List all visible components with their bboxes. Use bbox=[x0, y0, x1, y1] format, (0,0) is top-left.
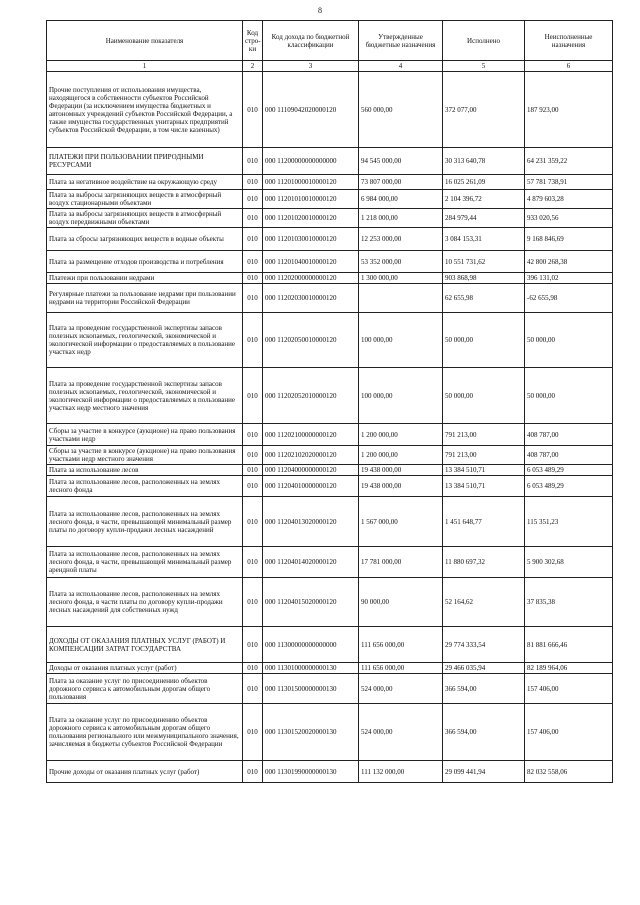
row-executed: 791 213,00 bbox=[443, 446, 525, 465]
row-name: Плата за оказание услуг по присоединению объектов дорожного сервиса к автомобильным дорогам общего пользования bbox=[47, 674, 243, 704]
row-name: Доходы от оказания платных услуг (работ) bbox=[47, 663, 243, 674]
table-row bbox=[47, 175, 613, 190]
row-line-code: 010 bbox=[243, 547, 263, 578]
row-income-code: 000 11204013020000120 bbox=[263, 497, 359, 547]
row-approved: 17 781 000,00 bbox=[359, 547, 443, 578]
row-unexecuted: 82 189 964,06 bbox=[525, 663, 613, 674]
table-row bbox=[47, 547, 613, 578]
header-row bbox=[47, 21, 613, 61]
row-income-code: 000 11202030010000120 bbox=[263, 284, 359, 313]
row-line-code: 010 bbox=[243, 674, 263, 704]
row-income-code: 000 11202100000000120 bbox=[263, 424, 359, 446]
row-name: Плата за использование лесов, расположенных на землях лесного фонда, в части, превышающей минимальный размер платы по договору купли-продажи лесных насаждений bbox=[47, 497, 243, 547]
row-executed: 13 384 510,71 bbox=[443, 465, 525, 476]
row-income-code: 000 11204014020000120 bbox=[263, 547, 359, 578]
row-line-code: 010 bbox=[243, 368, 263, 424]
row-unexecuted: 408 787,00 bbox=[525, 424, 613, 446]
table-row bbox=[47, 368, 613, 424]
row-unexecuted: 82 032 558,06 bbox=[525, 761, 613, 783]
row-unexecuted: 5 900 302,68 bbox=[525, 547, 613, 578]
row-unexecuted: 6 053 489,29 bbox=[525, 476, 613, 497]
row-unexecuted: 50 000,00 bbox=[525, 368, 613, 424]
row-name: Плата за оказание услуг по присоединению объектов дорожного сервиса к автомобильным дорогам общего пользования регионального или межмуниципального значения, зачисляемая в бюджеты субъектов Российской Федерации bbox=[47, 704, 243, 761]
row-executed: 29 466 035,94 bbox=[443, 663, 525, 674]
table-row bbox=[47, 284, 613, 313]
table-row bbox=[47, 627, 613, 663]
table-row bbox=[47, 72, 613, 148]
row-approved: 90 000,00 bbox=[359, 578, 443, 627]
column-header-name: Наименование показателя bbox=[47, 21, 243, 61]
row-line-code: 010 bbox=[243, 578, 263, 627]
row-approved: 1 567 000,00 bbox=[359, 497, 443, 547]
row-approved: 12 253 000,00 bbox=[359, 228, 443, 251]
column-header-line-code: Код стро-ки bbox=[243, 21, 263, 61]
row-executed: 13 384 510,71 bbox=[443, 476, 525, 497]
row-unexecuted: 157 406,00 bbox=[525, 674, 613, 704]
row-line-code: 010 bbox=[243, 190, 263, 209]
row-income-code: 000 11201000010000120 bbox=[263, 175, 359, 190]
row-name: Плата за выбросы загрязняющих веществ в атмосферный воздух стационарными объектами bbox=[47, 190, 243, 209]
row-unexecuted: 9 168 846,69 bbox=[525, 228, 613, 251]
row-executed: 29 774 333,54 bbox=[443, 627, 525, 663]
row-income-code: 000 11301500000000130 bbox=[263, 674, 359, 704]
row-line-code: 010 bbox=[243, 476, 263, 497]
row-line-code: 010 bbox=[243, 209, 263, 228]
row-name: Плата за проведение государственной экспертизы запасов полезных ископаемых, геологической, экономической и экологической информации о предоставляемых в пользование участках недр bbox=[47, 313, 243, 368]
table-row bbox=[47, 273, 613, 284]
row-name: Сборы за участие в конкурсе (аукционе) на право пользования участками недр bbox=[47, 424, 243, 446]
row-unexecuted: 57 781 738,91 bbox=[525, 175, 613, 190]
row-executed: 29 099 441,94 bbox=[443, 761, 525, 783]
row-name: Платежи при пользовании недрами bbox=[47, 273, 243, 284]
row-executed: 3 084 153,31 bbox=[443, 228, 525, 251]
row-name: Сборы за участие в конкурсе (аукционе) на право пользования участками недр местного значения bbox=[47, 446, 243, 465]
row-name: Регулярные платежи за пользование недрами при пользовании недрами на территории Российской Федерации bbox=[47, 284, 243, 313]
row-income-code: 000 11204010000000120 bbox=[263, 476, 359, 497]
row-unexecuted: 6 053 489,29 bbox=[525, 465, 613, 476]
row-income-code: 000 11300000000000000 bbox=[263, 627, 359, 663]
table-row bbox=[47, 465, 613, 476]
row-name: Плата за использование лесов, расположенных на землях лесного фонда bbox=[47, 476, 243, 497]
row-income-code: 000 11301990000000130 bbox=[263, 761, 359, 783]
row-line-code: 010 bbox=[243, 251, 263, 273]
row-line-code: 010 bbox=[243, 284, 263, 313]
row-executed: 284 979,44 bbox=[443, 209, 525, 228]
row-unexecuted: 408 787,00 bbox=[525, 446, 613, 465]
table-row bbox=[47, 674, 613, 704]
table-row bbox=[47, 228, 613, 251]
table-row bbox=[47, 190, 613, 209]
row-name: Прочие поступления от использования имущества, находящегося в собственности субъектов Российской Федерации (за исключением имущества бюджетных и автономных учреждений субъектов Российской Федерации, а также имущества государственных унитарных предприятий субъектов Российской Федерации, в том числе казенных) bbox=[47, 72, 243, 148]
column-number: 1 bbox=[47, 61, 243, 72]
row-name: ДОХОДЫ ОТ ОКАЗАНИЯ ПЛАТНЫХ УСЛУГ (РАБОТ) И КОМПЕНСАЦИИ ЗАТРАТ ГОСУДАРСТВА bbox=[47, 627, 243, 663]
row-line-code: 010 bbox=[243, 704, 263, 761]
row-unexecuted: 396 131,02 bbox=[525, 273, 613, 284]
row-name: Прочие доходы от оказания платных услуг (работ) bbox=[47, 761, 243, 783]
row-executed: 50 000,00 bbox=[443, 313, 525, 368]
column-number: 5 bbox=[443, 61, 525, 72]
row-executed: 50 000,00 bbox=[443, 368, 525, 424]
column-number: 6 bbox=[525, 61, 613, 72]
row-approved: 19 438 000,00 bbox=[359, 476, 443, 497]
table-row bbox=[47, 209, 613, 228]
row-name: ПЛАТЕЖИ ПРИ ПОЛЬЗОВАНИИ ПРИРОДНЫМИ РЕСУРСАМИ bbox=[47, 148, 243, 175]
row-unexecuted: 187 923,00 bbox=[525, 72, 613, 148]
row-approved: 1 200 000,00 bbox=[359, 424, 443, 446]
row-income-code: 000 11200000000000000 bbox=[263, 148, 359, 175]
row-income-code: 000 11201020010000120 bbox=[263, 209, 359, 228]
row-approved: 1 218 000,00 bbox=[359, 209, 443, 228]
page-number: 8 bbox=[318, 6, 322, 15]
table-row bbox=[47, 251, 613, 273]
row-approved: 111 656 000,00 bbox=[359, 663, 443, 674]
row-executed: 30 313 640,78 bbox=[443, 148, 525, 175]
row-unexecuted: 115 351,23 bbox=[525, 497, 613, 547]
row-name: Плата за выбросы загрязняющих веществ в атмосферный воздух передвижными объектами bbox=[47, 209, 243, 228]
row-income-code: 000 11109042020000120 bbox=[263, 72, 359, 148]
row-line-code: 010 bbox=[243, 465, 263, 476]
row-name: Плата за использование лесов bbox=[47, 465, 243, 476]
row-name: Плата за негативное воздействие на окружающую среду bbox=[47, 175, 243, 190]
row-approved: 560 000,00 bbox=[359, 72, 443, 148]
row-income-code: 000 11202050010000120 bbox=[263, 313, 359, 368]
row-approved: 6 984 000,00 bbox=[359, 190, 443, 209]
row-income-code: 000 11204000000000120 bbox=[263, 465, 359, 476]
row-income-code: 000 11201030010000120 bbox=[263, 228, 359, 251]
row-approved: 1 200 000,00 bbox=[359, 446, 443, 465]
row-income-code: 000 11201010010000120 bbox=[263, 190, 359, 209]
row-executed: 11 880 697,32 bbox=[443, 547, 525, 578]
row-approved: 524 000,00 bbox=[359, 674, 443, 704]
row-executed: 903 868,98 bbox=[443, 273, 525, 284]
row-income-code: 000 11201040010000120 bbox=[263, 251, 359, 273]
row-approved: 111 656 000,00 bbox=[359, 627, 443, 663]
column-header-unexecuted: Неисполненные назначения bbox=[525, 21, 613, 61]
row-approved: 111 132 000,00 bbox=[359, 761, 443, 783]
row-approved: 73 807 000,00 bbox=[359, 175, 443, 190]
table-row bbox=[47, 424, 613, 446]
row-line-code: 010 bbox=[243, 313, 263, 368]
row-approved: 94 545 000,00 bbox=[359, 148, 443, 175]
row-executed: 1 451 648,77 bbox=[443, 497, 525, 547]
table-row bbox=[47, 148, 613, 175]
row-unexecuted: 81 881 666,46 bbox=[525, 627, 613, 663]
row-executed: 366 594,00 bbox=[443, 704, 525, 761]
table-row bbox=[47, 476, 613, 497]
column-header-executed: Исполнено bbox=[443, 21, 525, 61]
table-row bbox=[47, 578, 613, 627]
row-income-code: 000 11202000000000120 bbox=[263, 273, 359, 284]
row-unexecuted: 37 835,38 bbox=[525, 578, 613, 627]
table-row bbox=[47, 313, 613, 368]
row-approved: 53 352 000,00 bbox=[359, 251, 443, 273]
row-executed: 16 025 261,09 bbox=[443, 175, 525, 190]
row-executed: 62 655,98 bbox=[443, 284, 525, 313]
row-line-code: 010 bbox=[243, 228, 263, 251]
row-line-code: 010 bbox=[243, 761, 263, 783]
row-approved bbox=[359, 284, 443, 313]
row-unexecuted: 50 000,00 bbox=[525, 313, 613, 368]
column-number: 3 bbox=[263, 61, 359, 72]
row-executed: 52 164,62 bbox=[443, 578, 525, 627]
row-unexecuted: -62 655,98 bbox=[525, 284, 613, 313]
row-unexecuted: 933 020,56 bbox=[525, 209, 613, 228]
row-income-code: 000 11202102020000120 bbox=[263, 446, 359, 465]
row-approved: 1 300 000,00 bbox=[359, 273, 443, 284]
row-executed: 10 551 731,62 bbox=[443, 251, 525, 273]
row-approved: 100 000,00 bbox=[359, 368, 443, 424]
row-unexecuted: 4 879 603,28 bbox=[525, 190, 613, 209]
row-income-code: 000 11301520020000130 bbox=[263, 704, 359, 761]
row-line-code: 010 bbox=[243, 497, 263, 547]
row-name: Плата за размещение отходов производства и потребления bbox=[47, 251, 243, 273]
table-row bbox=[47, 446, 613, 465]
row-income-code: 000 11202052010000120 bbox=[263, 368, 359, 424]
column-number-row bbox=[47, 61, 613, 72]
row-executed: 372 077,00 bbox=[443, 72, 525, 148]
row-line-code: 010 bbox=[243, 663, 263, 674]
column-header-approved: Утвержденные бюджетные назначения bbox=[359, 21, 443, 61]
row-line-code: 010 bbox=[243, 627, 263, 663]
row-approved: 524 000,00 bbox=[359, 704, 443, 761]
row-executed: 791 213,00 bbox=[443, 424, 525, 446]
row-line-code: 010 bbox=[243, 175, 263, 190]
row-line-code: 010 bbox=[243, 273, 263, 284]
row-income-code: 000 11204015020000120 bbox=[263, 578, 359, 627]
row-unexecuted: 64 231 359,22 bbox=[525, 148, 613, 175]
row-income-code: 000 11301000000000130 bbox=[263, 663, 359, 674]
column-number: 4 bbox=[359, 61, 443, 72]
table-row bbox=[47, 761, 613, 783]
row-line-code: 010 bbox=[243, 72, 263, 148]
row-line-code: 010 bbox=[243, 148, 263, 175]
row-executed: 366 594,00 bbox=[443, 674, 525, 704]
table-row bbox=[47, 704, 613, 761]
row-executed: 2 104 396,72 bbox=[443, 190, 525, 209]
column-number: 2 bbox=[243, 61, 263, 72]
row-approved: 19 438 000,00 bbox=[359, 465, 443, 476]
row-unexecuted: 42 800 268,38 bbox=[525, 251, 613, 273]
row-name: Плата за проведение государственной экспертизы запасов полезных ископаемых, геологической, экономической и экологической информации о предоставляемых в пользование участках недр местного значения bbox=[47, 368, 243, 424]
row-line-code: 010 bbox=[243, 424, 263, 446]
row-unexecuted: 157 406,00 bbox=[525, 704, 613, 761]
column-header-income-code: Код дохода по бюджетной классификации bbox=[263, 21, 359, 61]
row-name: Плата за использование лесов, расположенных на землях лесного фонда, в части, превышающей минимальный размер арендной платы bbox=[47, 547, 243, 578]
row-line-code: 010 bbox=[243, 446, 263, 465]
revenue-report-table bbox=[46, 20, 613, 783]
row-approved: 100 000,00 bbox=[359, 313, 443, 368]
row-name: Плата за сбросы загрязняющих веществ в водные объекты bbox=[47, 228, 243, 251]
row-name: Плата за использование лесов, расположенных на землях лесного фонда, в части платы по договору купли-продажи лесных насаждений для собственных нужд bbox=[47, 578, 243, 627]
table-row bbox=[47, 663, 613, 674]
table-row bbox=[47, 497, 613, 547]
